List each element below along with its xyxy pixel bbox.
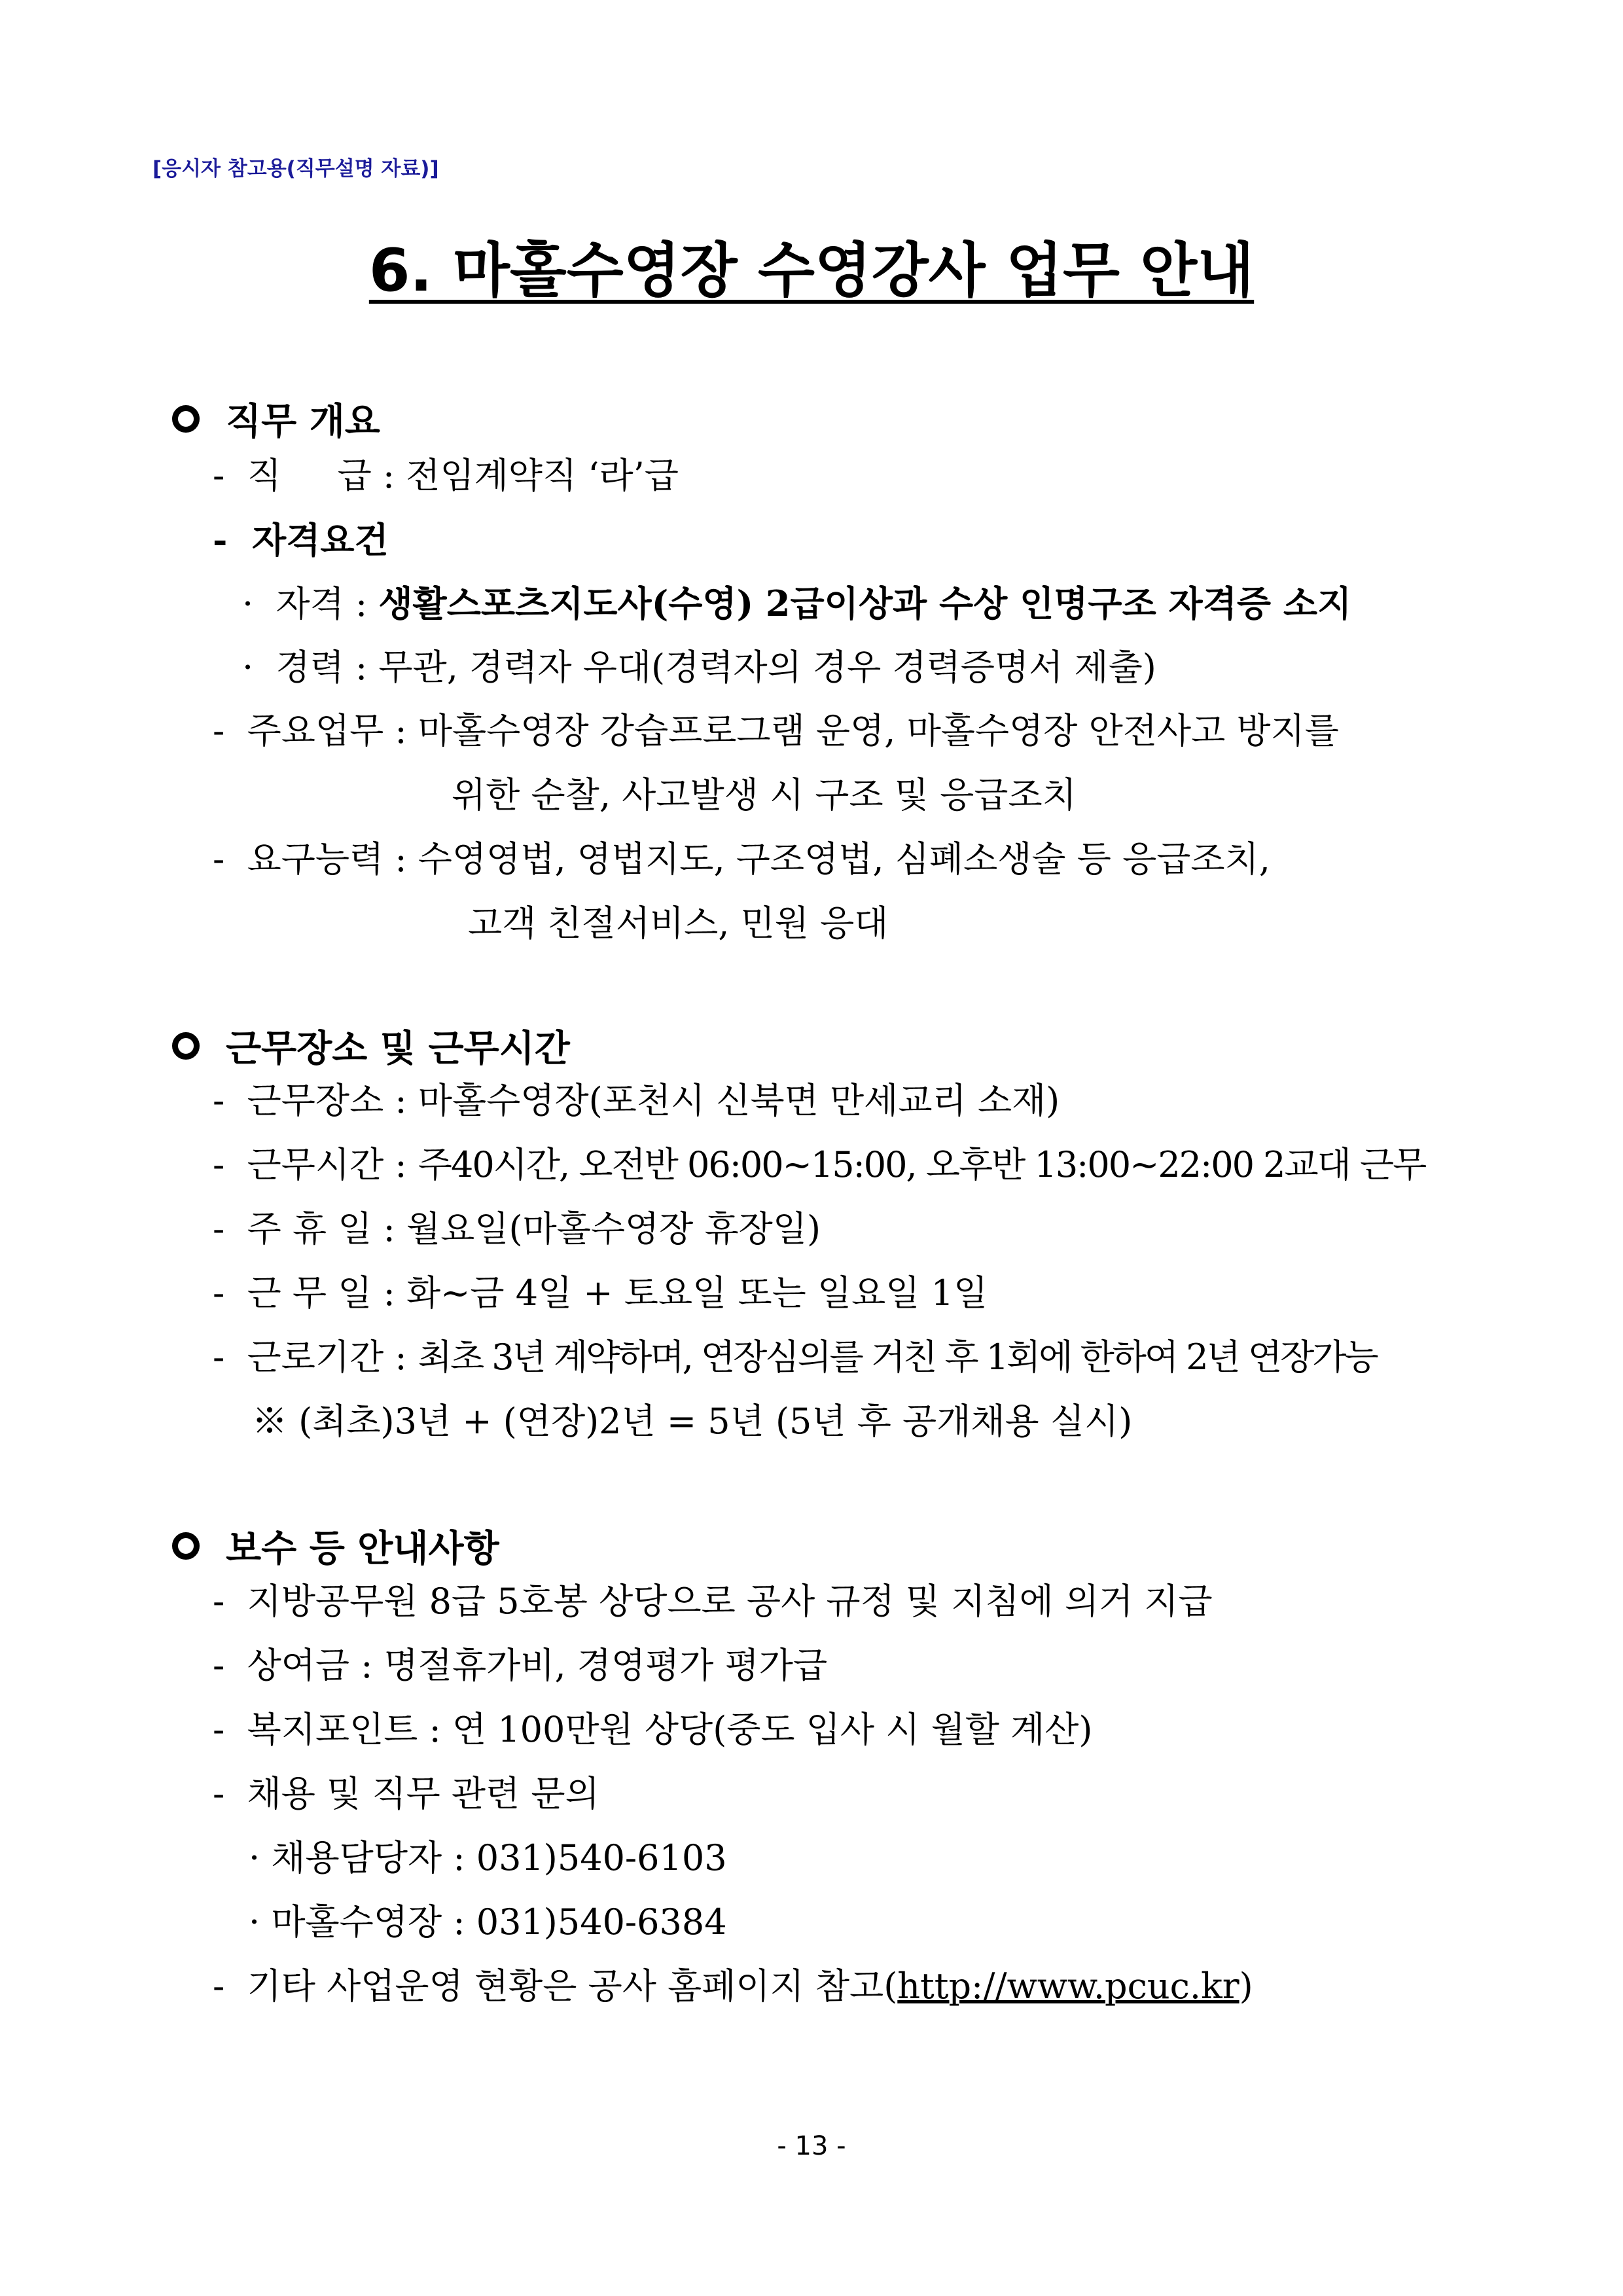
line-main-duties: - 주요업무 : 마홀수영장 강습프로그램 운영, 마홀수영장 안전사고 방지를 (213, 710, 1339, 751)
reference-label: [응시자 참고용(직무설명 자료)] (152, 157, 439, 181)
line-requirements-label: - 자격요건 (213, 519, 389, 561)
line-salary: - 지방공무원 8급 5호봉 상당으로 공사 규정 및 지침에 의거 지급 (213, 1581, 1213, 1622)
circle-bullet-icon (172, 1532, 200, 1560)
line-pool-contact: · 마홀수영장 : 031)540-6384 (249, 1901, 727, 1943)
line-required-skills-cont: 고객 친절서비스, 민원 응대 (468, 903, 889, 944)
page-title (0, 223, 1623, 308)
line-experience: · 경력 : 무관, 경력자 우대(경력자의 경우 경력증명서 제출) (242, 647, 1156, 688)
line-work-hours: - 근무시간 : 주40시간, 오전반 06:00~15:00, 오후반 13:00~22:00 2교대 근무 (213, 1144, 1426, 1185)
line-main-duties-cont: 위한 순찰, 사고발생 시 구조 및 응급조치 (452, 774, 1077, 816)
line-workplace: - 근무장소 : 마홀수영장(포천시 신북면 만세교리 소재) (213, 1080, 1060, 1121)
line-grade: - 직 급 : 전임계약직 ‘라’급 (213, 455, 679, 496)
line-inquiry: - 채용 및 직무 관련 문의 (213, 1773, 599, 1814)
line-work-days: - 근 무 일 : 화~금 4일 + 토요일 또는 일요일 1일 (213, 1272, 988, 1314)
section-heading-compensation: 보수 등 안내사항 (172, 1520, 499, 1572)
circle-bullet-icon (172, 405, 200, 433)
line-contract-note: ※ (최초)3년 + (연장)2년 = 5년 (5년 후 공개채용 실시) (252, 1401, 1133, 1442)
page-number: - 13 - (777, 2131, 846, 2161)
circle-bullet-icon (172, 1032, 200, 1060)
section-heading-overview: 직무 개요 (172, 393, 380, 445)
section-heading-workplace: 근무장소 및 근무시간 (172, 1020, 570, 1072)
page-title-text: 6. 마홀수영장 수영강사 업무 안내 (368, 236, 1255, 305)
line-bonus: - 상여금 : 명절휴가비, 경영평가 평가급 (213, 1645, 828, 1686)
line-weekly-holiday: - 주 휴 일 : 월요일(마홀수영장 휴장일) (213, 1208, 821, 1249)
line-recruit-contact: · 채용담당자 : 031)540-6103 (249, 1837, 727, 1878)
line-contract-period: - 근로기간 : 최초 3년 계약하며, 연장심의를 거친 후 1회에 한하여 2년 연장가능 (213, 1336, 1377, 1378)
homepage-link[interactable]: http://www.pcuc.kr (897, 1965, 1240, 2007)
line-other-info: - 기타 사업운영 현황은 공사 홈페이지 참고(http://www.pcuc.kr) (213, 1965, 1253, 2007)
line-welfare-points: - 복지포인트 : 연 100만원 상당(중도 입사 시 월할 계산) (213, 1709, 1093, 1750)
line-required-skills: - 요구능력 : 수영영법, 영법지도, 구조영법, 심폐소생술 등 응급조치, (213, 838, 1270, 880)
line-qualification: · 자격 : 생활스포츠지도사(수영) 2급이상과 수상 인명구조 자격증 소지 (242, 583, 1352, 624)
